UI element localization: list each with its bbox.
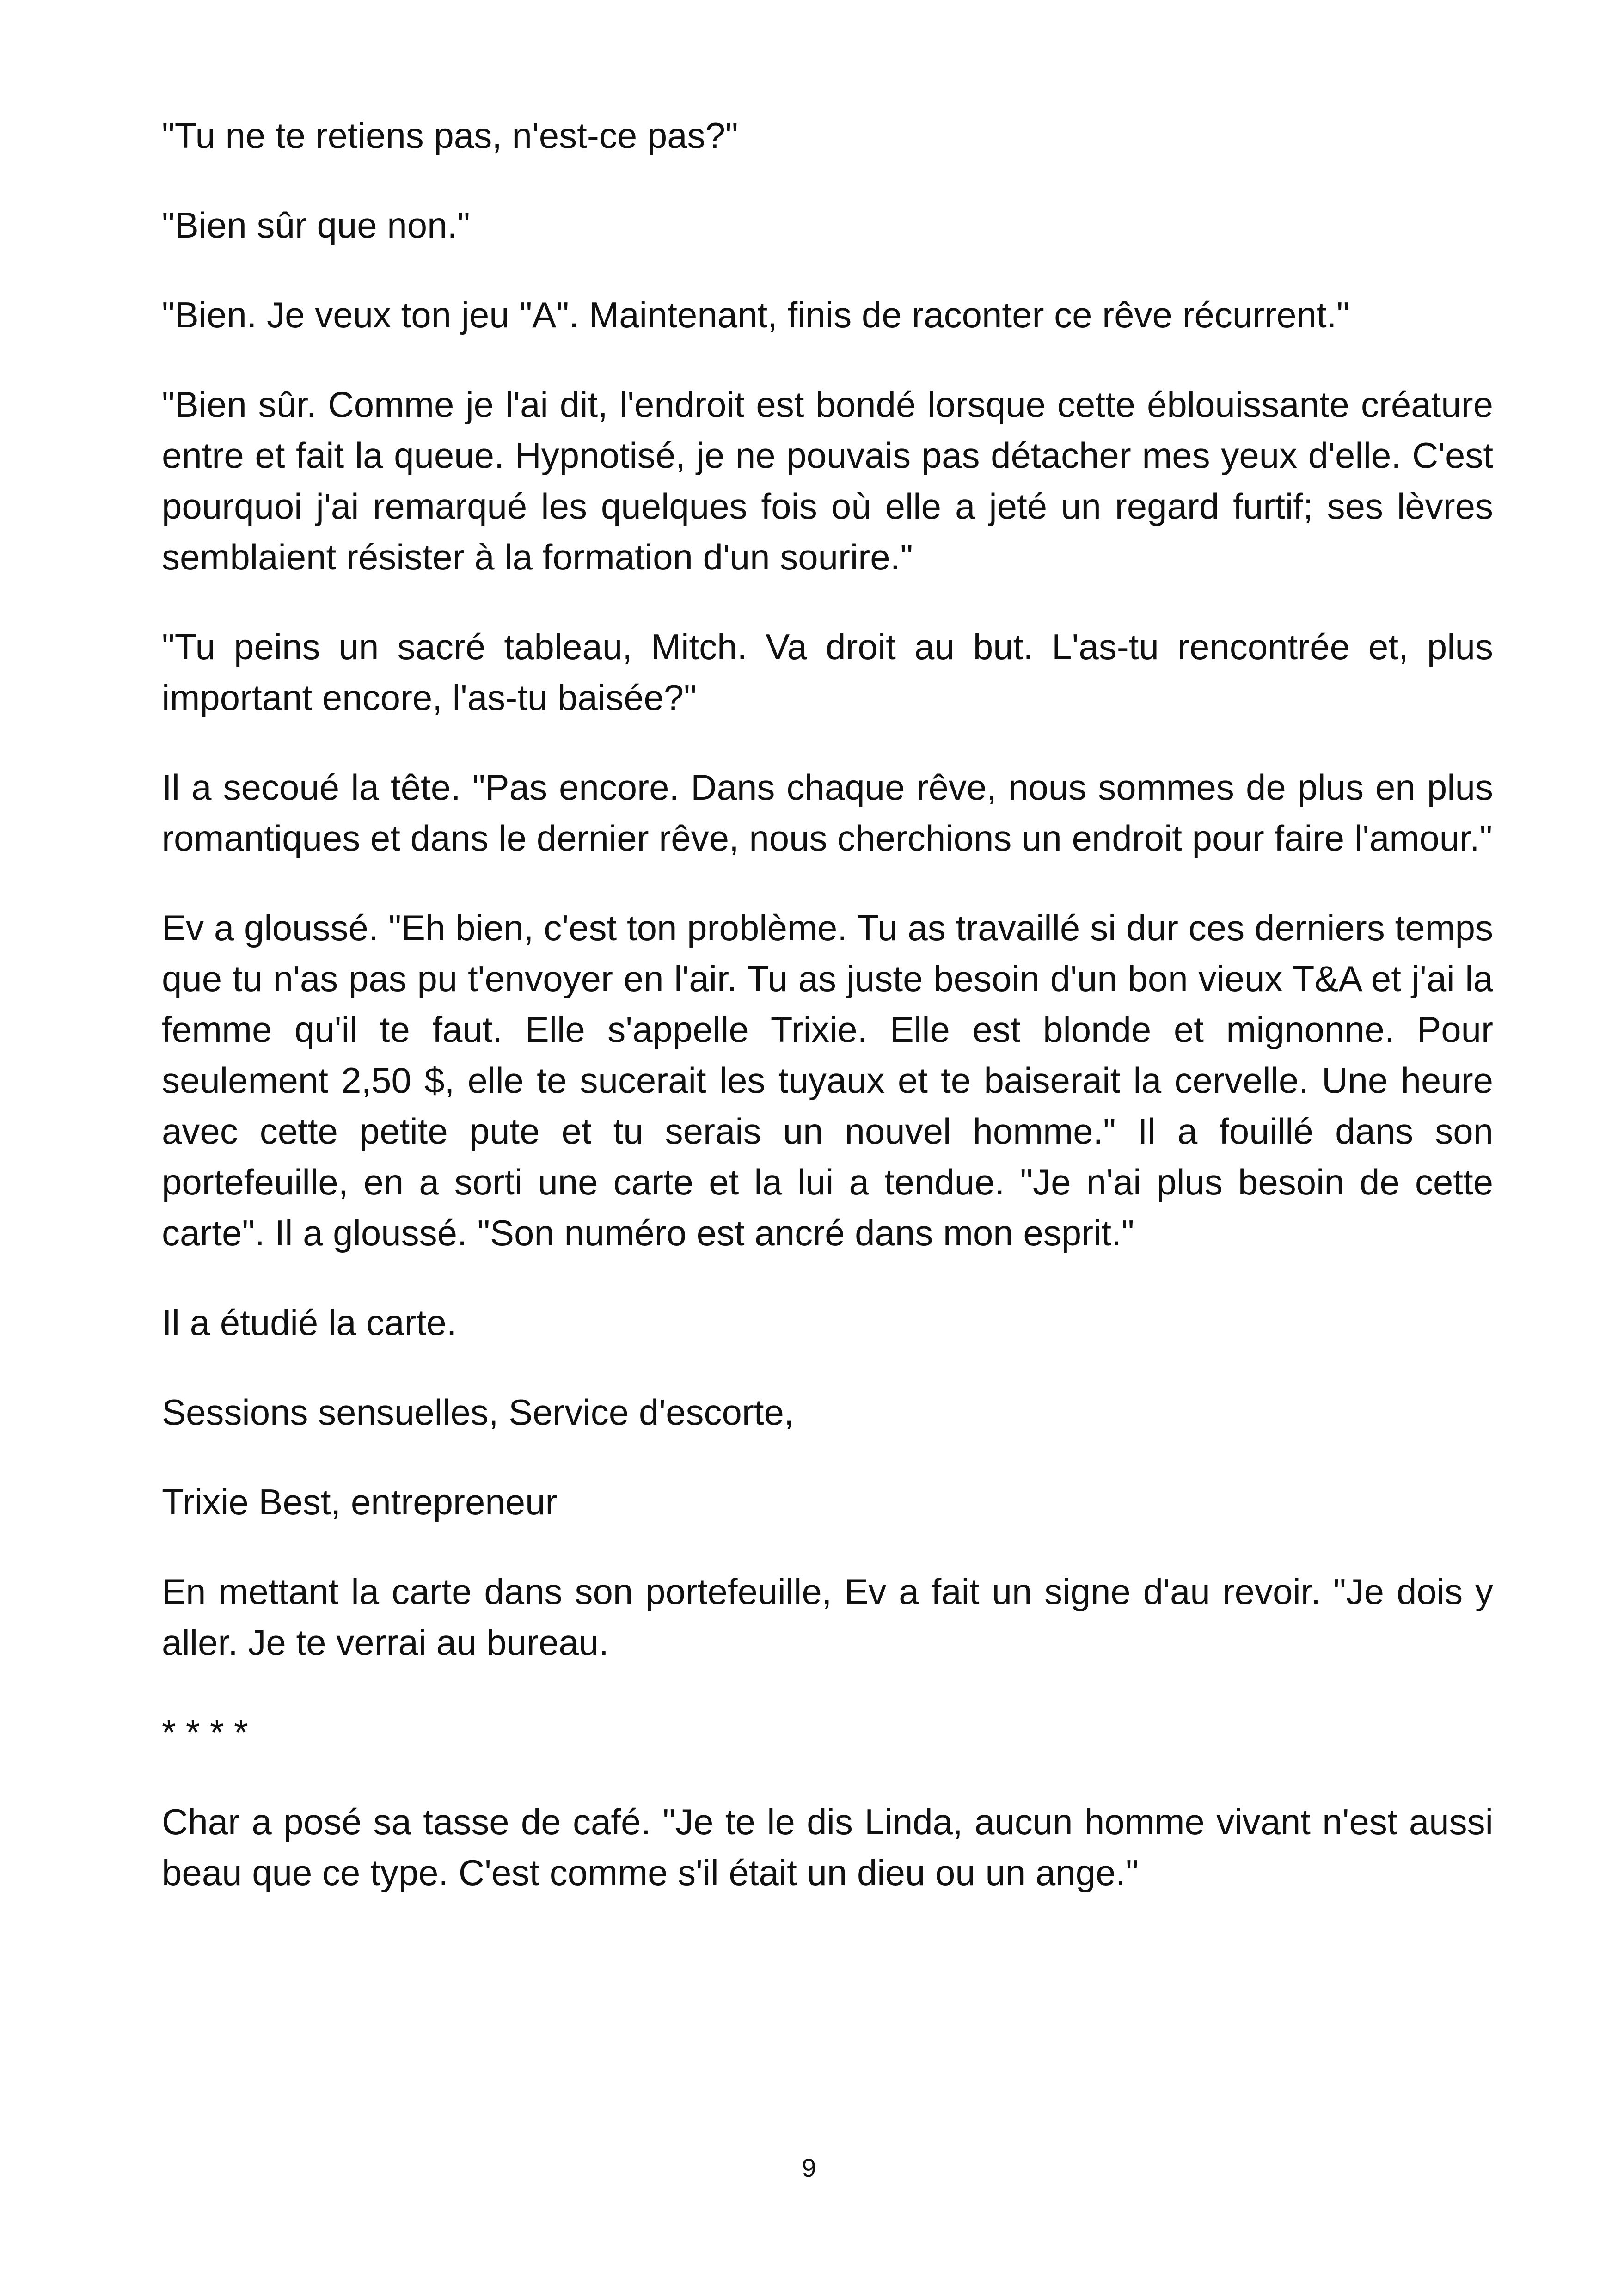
paragraph: "Bien sûr que non." [162,205,470,245]
paragraph: "Tu peins un sacré tableau, Mitch. Va droit au but. L'as-tu rencontrée et, plus important encore, l'as-tu baisée?" [162,626,1493,718]
paragraph: Ev a gloussé. "Eh bien, c'est ton problème. Tu as travaillé si dur ces derniers temps que tu n'as pas pu t'envoyer en l'air. Tu as juste besoin d'un bon vieux T&A et j'ai la femme qu'il te faut. Elle s'appelle Trixie. Elle est blonde et mignonne. Pour seulement 2,50 $, elle te sucerait les tuyaux et te baiserait la cervelle. Une heure avec cette petite pute et tu serais un nouvel homme." Il a fouillé dans son portefeuille, en a sorti une carte et la lui a tendue. "Je n'ai plus besoin de cette carte". Il a gloussé. "Son numéro est ancré dans mon esprit." [162,907,1493,1253]
paragraph: Il a étudié la carte. [162,1302,457,1343]
scene-break: * * * * [162,1712,248,1752]
paragraph: "Bien. Je veux ton jeu "A". Maintenant, finis de raconter ce rêve récurrent." [162,294,1350,335]
page-number: 9 [802,2153,816,2182]
paragraph: En mettant la carte dans son portefeuille, Ev a fait un signe d'au revoir. "Je dois y aller. Je te verrai au bureau. [162,1571,1493,1663]
paragraph: Sessions sensuelles, Service d'escorte, [162,1392,794,1433]
paragraph: Char a posé sa tasse de café. "Je te le dis Linda, aucun homme vivant n'est aussi beau que ce type. C'est comme s'il était un dieu ou un ange." [162,1801,1493,1893]
paragraph: "Bien sûr. Comme je l'ai dit, l'endroit est bondé lorsque cette éblouissante créature entre et fait la queue. Hypnotisé, je ne pouvais pas détacher mes yeux d'elle. C'est pourquoi j'ai remarqué les quelques fois où elle a jeté un regard furtif; ses lèvres semblaient résister à la formation d'un sourire." [162,384,1493,577]
paragraph: Il a secoué la tête. "Pas encore. Dans chaque rêve, nous sommes de plus en plus romantiques et dans le dernier rêve, nous cherchions un endroit pour faire l'amour." [162,767,1493,858]
body-text [162,110,1493,1937]
paragraph: "Tu ne te retiens pas, n'est-ce pas?" [162,115,738,156]
paragraph: Trixie Best, entrepreneur [162,1482,558,1522]
